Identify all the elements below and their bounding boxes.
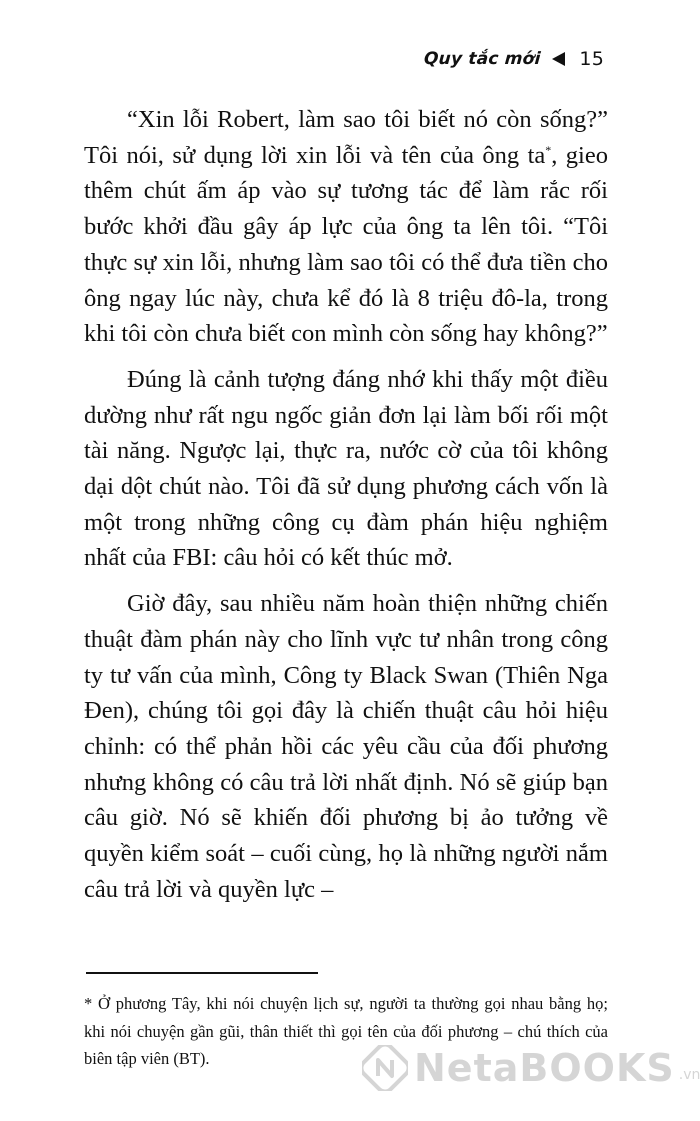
body-text: [84, 102, 608, 917]
page-number: 15: [579, 48, 604, 70]
triangle-left-icon: [552, 52, 565, 66]
footnote-marker[interactable]: *: [545, 142, 552, 157]
paragraph-1-part-a: “Xin lỗi Robert, làm sao tôi biết nó còn sống?” Tôi nói, sử dụng lời xin lỗi và tên của ông ta: [84, 106, 608, 169]
paragraph-3: Giờ đây, sau nhiều năm hoàn thiện những chiến thuật đàm phán này cho lĩnh vực tư nhân trong công ty tư vấn của mình, Công ty Black Swan (Thiên Nga Đen), chúng tôi gọi đây là chiến thuật câu hỏi hiệu chỉnh: có thể phản hồi các yêu cầu của đối phương nhưng không có câu trả lời nhất định. Nó sẽ giúp bạn câu giờ. Nó sẽ khiến đối phương bị ảo tưởng về quyền kiểm soát – cuối cùng, họ là những người nắm câu trả lời và quyền lực –: [84, 590, 608, 903]
netabooks-logo-icon: [362, 1045, 408, 1091]
watermark-suffix: .vn: [678, 1067, 700, 1083]
section-title: Quy tắc mới: [423, 49, 542, 69]
paragraph-2: Đúng là cảnh tượng đáng nhớ khi thấy một điều dường như rất ngu ngốc giản đơn lại làm bối rối một tài năng. Ngược lại, thực ra, nước cờ của tôi không dại dột chút nào. Tôi đã sử dụng phương cách vốn là một trong những công cụ đàm phán hiệu nghiệm nhất của FBI: câu hỏi có kết thúc mở.: [84, 365, 608, 572]
paragraph-1: [84, 102, 608, 352]
running-header: [424, 48, 604, 70]
footnote-divider: [86, 972, 318, 974]
watermark: [362, 1045, 700, 1091]
watermark-brand: NetaBOOKS: [414, 1046, 675, 1090]
footnote: * Ở phương Tây, khi nói chuyện lịch sự, người ta thường gọi nhau bằng họ; khi nói chuyện gần gũi, thân thiết thì gọi tên của đối phương – chú thích của biên tập viên (BT).: [84, 994, 608, 1068]
paragraph-1-part-b: , gieo thêm chút ấm áp vào sự tương tác để làm rắc rối bước khởi đầu gây áp lực của ông ta lên tôi. “Tôi thực sự xin lỗi, nhưng làm sao tôi có thể đưa tiền cho ông ngay lúc này, chưa kể đó là 8 triệu đô-la, trong khi tôi còn chưa biết con mình còn sống hay không?”: [84, 141, 608, 348]
